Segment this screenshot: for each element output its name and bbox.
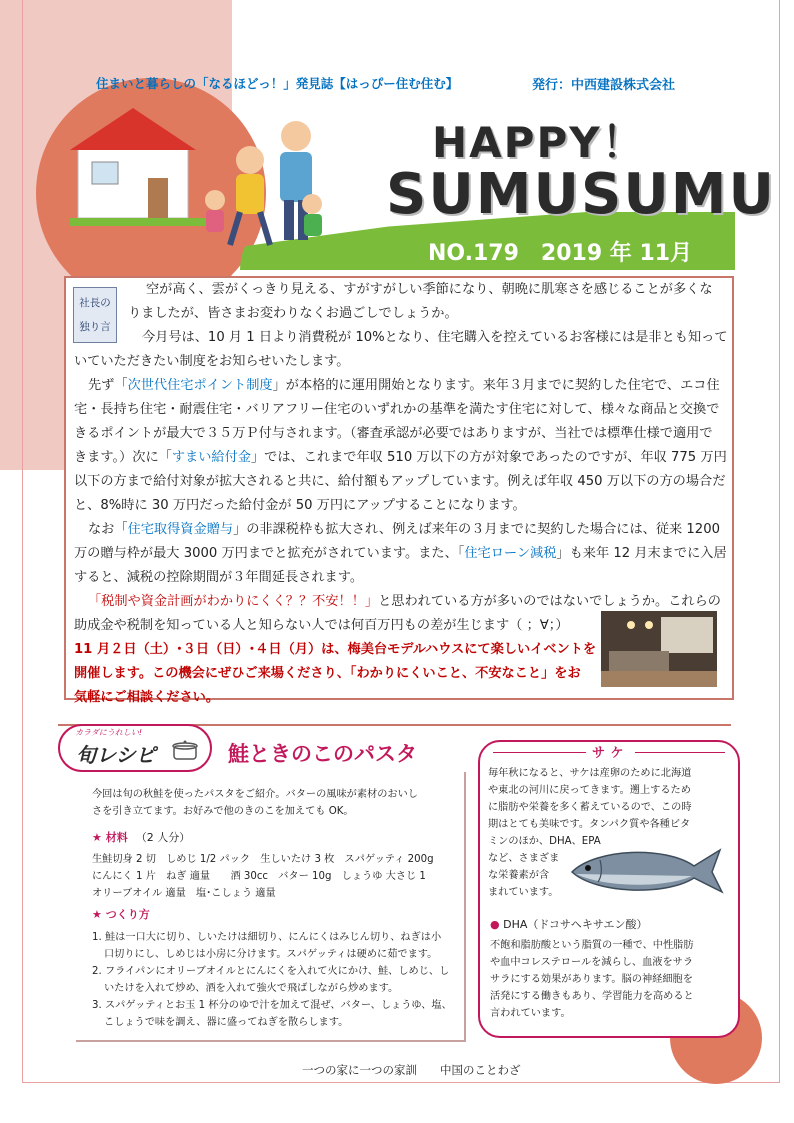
dha-l3: サラにする効果があります。脳の神経細胞を	[490, 974, 693, 985]
recipe-badge-small: カラダにうれしい!	[75, 728, 143, 737]
step2-l1: 2. フライパンにオリーブオイルとにんにくを入れて火にかけ、鮭、しめじ、し	[92, 966, 450, 977]
president-tag-line2: 独り言	[79, 321, 111, 333]
salmon-l3: に脂肪や栄養を多く蓄えているので、この時	[488, 802, 692, 813]
salmon-l7: な栄養素が含	[488, 870, 550, 881]
salmon-l8: まれています。	[488, 887, 559, 898]
step2-l2: いたけを入れて炒め、酒を入れて強火で飛ばしながら炒めます。	[104, 983, 399, 994]
ingredients-l2: にんにく 1 片 ねぎ 適量 酒 30cc バター 10g しょうゆ 大さじ 1	[92, 871, 426, 882]
highlight-worry: 「税制や資金計画がわかりにくく？？不安！！」	[88, 594, 379, 609]
salmon-l5: ミンのほか、DHA、EPA	[488, 836, 601, 847]
footer-proverb: 一つの家に一つの家訓 中国のことわざ	[302, 1063, 521, 1077]
msg-p4-l2: 万の贈与枠が最大 3000 万円までと拡充がされています。また、「住宅ローン減税」も来年 12 月末までに入居	[74, 546, 727, 561]
dha-l4: 活発にする働きもあり、学習能力を高めると	[490, 991, 694, 1002]
recipe-intro-l1: 今回は旬の秋鮭を使ったパスタをご紹介。バターの風味が素材のおいし	[92, 789, 418, 800]
msg-p1-l2: りましたが、皆さまお変わりなくお過ごしでしょうか。	[128, 306, 458, 321]
president-tag-line1: 社長の	[79, 297, 111, 309]
step1-l1: 1. 鮭は一口大に切り、しいたけは細切り、にんにくはみじん切り、ねぎは小	[92, 932, 442, 943]
event-line2: 開催します。この機会にぜひご来場くださり、「わかりにくいこと、不安なこと」をお	[74, 666, 581, 681]
model-house-photo	[601, 611, 717, 687]
msg-p5-l1: 「税制や資金計画がわかりにくく？？不安！！」と思われている方が多いのではないでしょうか。これらの	[88, 594, 721, 609]
msg-p4-l1: なお「住宅取得資金贈与」の非課税枠も拡大され、例えば来年の３月までに契約した場合には、従来 1200	[88, 522, 720, 537]
step1-l2: 口切りにし、しめじは小房に分けます。スパゲッティは硬めに茹でます。	[104, 949, 438, 960]
living-room-image	[601, 611, 717, 687]
ingredients-l3: オリーブオイル 適量 塩･こしょう 適量	[92, 888, 276, 899]
family-house-illustration	[70, 100, 340, 260]
msg-p5-l2: 助成金や税制を知っている人と知らない人では何百万円もの差が生じます（ ；∀；）	[74, 618, 569, 633]
msg-p2-l2: いていただきたい制度をお知らせいたします。	[74, 354, 350, 369]
dha-l1: 不飽和脂肪酸という脂質の一種で、中性脂肪	[490, 940, 694, 951]
pot-icon	[170, 740, 200, 762]
ingredients-l1: 生鮭切身 2 切 しめじ 1/2 パック 生しいたけ 3 枚 スパゲッティ 200g	[92, 854, 434, 865]
highlight-loan-tax: 住宅ローン減税	[464, 546, 557, 561]
step3-l1: 3. スパゲッティとお玉 1 杯分のゆで汁を加えて混ぜ、バター、しょうゆ、塩、	[92, 1000, 452, 1011]
title-sumusumu: SUMUSUMU	[386, 162, 777, 227]
msg-p3-l1: 先ず「次世代住宅ポイント制度」が本格的に運用開始となります。来年３月までに契約した住宅で、エコ住	[88, 378, 720, 393]
salmon-l4: 期はとても美味です。タンパク質や各種ビタ	[488, 819, 691, 830]
publisher: 発行：中西建設株式会社	[532, 78, 676, 93]
msg-p4-l3: すると、減税の控除期間が３年間延長されます。	[74, 570, 364, 585]
highlight-gift-tax: 住宅取得資金贈与	[127, 522, 234, 537]
salmon-l6: など、さまざま	[488, 853, 560, 864]
dha-l2: や血中コレステロールを減らし、血液をサラ	[490, 957, 694, 968]
event-line1: 11 月２日（土）･３日（日）･４日（月）は、梅美台モデルハウスにて楽しいイベントを	[74, 642, 597, 657]
msg-p3-l5: 以下の方まで給付対象が拡大されると共に、給付額もアップしています。例えば年収 450 万以下の方の場合だ	[74, 474, 726, 489]
event-line3: 気軽にご相談ください。	[74, 690, 220, 705]
msg-p3-l3: きるポイントが最大で３５万Ｐ付与されます。（審査承認が必要ではありますが、当社では標準仕様で適用で	[74, 426, 713, 441]
dha-bullet-icon: ●	[490, 918, 500, 931]
salmon-l2: や東北の河川に戻ってきます。遡上するため	[488, 785, 691, 796]
salmon-fish-icon	[566, 842, 726, 898]
msg-p3-l2: 宅・長持ち住宅・耐震住宅・バリアフリー住宅のいずれかの基準を満たす住宅に対して、様々な商品と交換で	[74, 402, 720, 417]
highlight-next-gen-point: 次世代住宅ポイント制度	[127, 378, 273, 393]
dha-l5: 言われています。	[490, 1008, 571, 1019]
dish-title: 鮭ときのこのパスタ	[228, 742, 417, 766]
msg-p3-l6: と、8%時に 30 万円だった給付金が 50 万円にアップすることになります。	[74, 498, 526, 513]
ingredients-heading: ★ 材料 （2 人分）	[92, 831, 191, 844]
president-tag	[73, 287, 117, 343]
salmon-l1: 毎年秋になると、サケは産卵のために北海道	[488, 768, 692, 779]
recipe-intro-l2: さを引き立てます。お好みで他のきのこを加えても OK。	[92, 806, 354, 817]
msg-p2-l1: 今月号は、10 月 1 日より消費税が 10%となり、住宅購入を控えているお客様には是非とも知って	[142, 330, 728, 345]
issue-number: NO.179 2019 年 11月	[428, 241, 693, 266]
msg-p1-l1: 空が高く、雲がくっきり見える、すがすがしい季節になり、朝晩に肌寒さを感じることが多くな	[146, 282, 713, 297]
dha-heading: ● DHA（ドコサヘキサエン酸）	[490, 918, 648, 931]
salmon-title: サケ	[586, 742, 635, 761]
msg-p3-l4: きます。）次に「すまい給付金」では、これまで年収 510 万以下の方が対象であったのですが、年収 775 万円	[74, 450, 727, 465]
recipe-badge-title: 旬レシピ	[76, 743, 156, 767]
servings: （2 人分）	[135, 831, 191, 844]
title-happy: HAPPY！	[432, 118, 646, 167]
step3-l2: こしょうで味を調え、器に盛ってねぎを散らします。	[104, 1017, 349, 1028]
highlight-housing-benefit: すまい給付金	[171, 450, 251, 465]
steps-heading: ★ つくり方	[92, 908, 150, 921]
tagline: 住まいと暮らしの「なるほどっ！」発見誌【はっぴー住む住む】	[96, 76, 459, 91]
